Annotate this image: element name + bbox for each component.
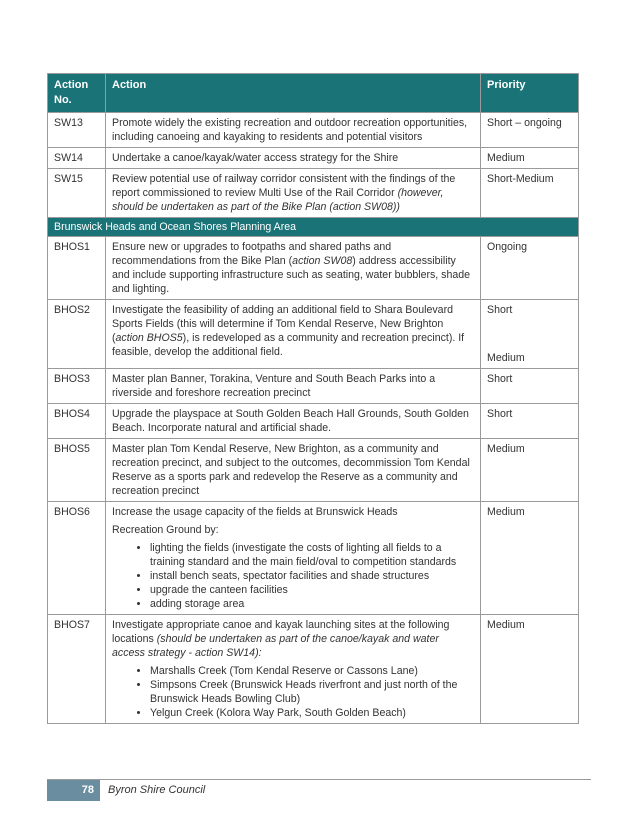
action-text: Undertake a canoe/kayak/water access strategy for the Shire [106,148,481,169]
action-post: ) address accessibility and include supporting infrastructure such as seating, water bubblers, shade and lighting. [112,255,471,295]
action-ref: action BHOS5 [115,332,183,344]
section-row [48,218,579,237]
action-no: BHOS7 [48,615,106,724]
action-no: BHOS3 [48,369,106,404]
table-row [48,615,579,724]
action-no: SW14 [48,148,106,169]
action-no: SW13 [48,113,106,148]
action-line: Increase the usage capacity of the fields at Brunswick Heads [112,506,398,518]
list-item: • Simpsons Creek (Brunswick Heads riverfront and just north of the Brunswick Heads Bowling Club) [150,678,474,706]
priority [481,300,579,369]
bullet-list [112,541,474,611]
table-row [48,404,579,439]
table-row [48,300,579,369]
list-item: • Yelgun Creek (Kolora Way Park, South Golden Beach) [150,706,474,720]
action-no: BHOS1 [48,237,106,300]
table-row [48,439,579,502]
list-item: • install bench seats, spectator facilities and shade structures [150,569,474,583]
action-text: Upgrade the playspace at South Golden Beach Hall Grounds, South Golden Beach. Incorporate natural and artificial shade. [106,404,481,439]
action-text [106,300,481,369]
table-row [48,169,579,218]
priority: Medium [481,439,579,502]
action-text: Promote widely the existing recreation and outdoor recreation opportunities, including canoeing and kayaking to residents and potential visitors [106,113,481,148]
action-post: ), is redeveloped as a community and recreation precinct). If feasible, develop the additional field. [112,332,465,358]
priority: Medium [481,148,579,169]
list-item: • adding storage area [150,597,474,611]
header-action: Action [106,74,481,113]
priority: Short [481,369,579,404]
header-priority: Priority [481,74,579,113]
action-table [47,73,579,724]
action-text [106,237,481,300]
action-ref: action SW08 [292,255,353,267]
action-text [106,615,481,724]
priority: Short-Medium [481,169,579,218]
action-main: Investigate appropriate canoe and kayak launching sites at the following locations [112,619,450,645]
table-row [48,502,579,615]
priority: Short – ongoing [481,113,579,148]
priority-secondary: Medium [487,352,525,364]
list-item: • Marshalls Creek (Tom Kendal Reserve or Cassons Lane) [150,664,474,678]
action-no: SW15 [48,169,106,218]
action-note: (should be undertaken as part of the canoe/kayak and water access strategy - action SW14): [112,633,439,659]
priority: Ongoing [481,237,579,300]
list-item: • lighting the fields (investigate the costs of lighting all fields to a training standard and the main field/oval to competition standards [150,541,474,569]
action-no: BHOS4 [48,404,106,439]
action-text [106,169,481,218]
header-action-no: Action No. [48,74,106,113]
priority: Medium [481,615,579,724]
action-no: BHOS6 [48,502,106,615]
action-pre: Ensure new or upgrades to footpaths and shared paths and recommendations from the Bike Plan ( [112,241,392,267]
action-text: Master plan Banner, Torakina, Venture and South Beach Parks into a riverside and foreshore recreation precinct [106,369,481,404]
list-item: • upgrade the canteen facilities [150,583,474,597]
action-main: Review potential use of railway corridor consistent with the findings of the report commissioned to review Multi Use of the Rail Corridor [112,173,456,199]
priority: Medium [481,502,579,615]
action-note: (however, should be undertaken as part of the Bike Plan (action SW08)) [112,187,444,213]
section-title: Brunswick Heads and Ocean Shores Planning Area [48,218,579,237]
table-row [48,148,579,169]
action-text [106,502,481,615]
table-row [48,113,579,148]
action-no: BHOS5 [48,439,106,502]
action-pre: Investigate the feasibility of adding an additional field to Shara Boulevard Sports Fields (this will determine if Tom Kendal Reserve, New Brighton ( [112,304,453,344]
table-row [48,237,579,300]
priority-primary: Short [487,304,513,316]
action-no: BHOS2 [48,300,106,369]
footer-council-name: Byron Shire Council [108,784,206,796]
table-row [48,369,579,404]
priority: Short [481,404,579,439]
table-header-row [48,74,579,113]
action-line: Recreation Ground by: [112,524,219,536]
page-number: 78 [47,780,100,801]
bullet-list [112,664,474,720]
action-text: Master plan Tom Kendal Reserve, New Brighton, as a community and recreation precinct, and subject to the outcomes, decommission Tom Kendal Reserve as a sports park and redevelop the Reserve as a community and recreation precinct [106,439,481,502]
